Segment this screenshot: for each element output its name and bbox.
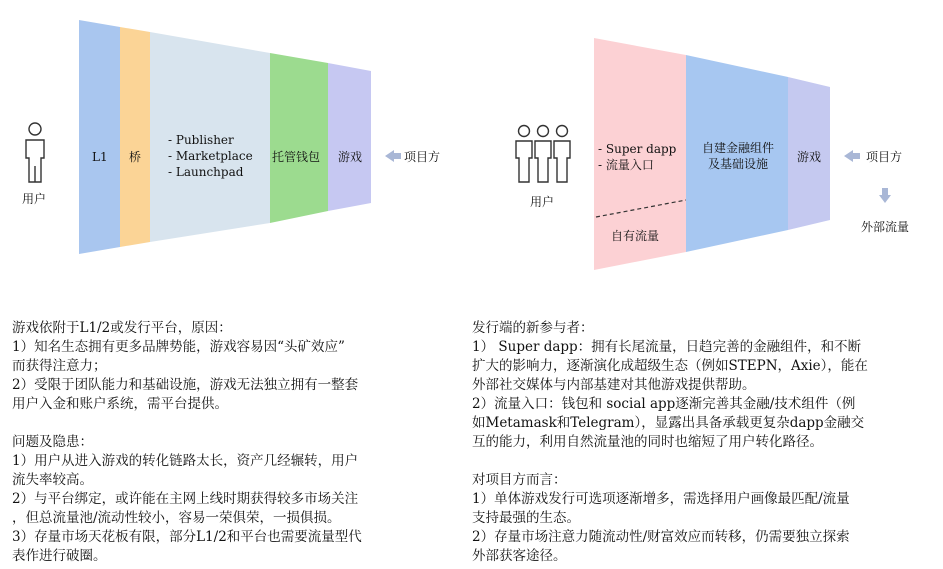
left-user-label: 用户 <box>22 192 47 206</box>
text-line: 2）流量入口：钱包和 social app逐渐完善其金融/技术组件（例 <box>472 396 856 412</box>
traffic-entry-label: - 流量入口 <box>598 158 654 172</box>
wallet-segment <box>270 53 328 223</box>
text-line: 表作进行破圈。 <box>12 548 107 564</box>
own-traffic-label: 自有流量 <box>611 229 660 243</box>
bridge-segment <box>120 27 150 247</box>
text-line: 1）知名生态拥有更多品牌势能，游戏容易因“头矿效应” <box>12 339 345 355</box>
external-traffic-label: 外部流量 <box>861 220 910 234</box>
l1-segment <box>79 20 120 254</box>
text-line: 外部社交媒体与内部基建对其他游戏提供帮助。 <box>472 377 756 393</box>
left-text-block <box>12 319 362 566</box>
wallet-label: 托管钱包 <box>272 150 321 164</box>
text-line: 支持最强的生态。 <box>472 510 580 526</box>
text-line: 2）存量市场注意力随流动性/财富效应而转移，仍需要独立探索 <box>472 529 850 545</box>
user-icon <box>26 123 44 182</box>
finance-line-2: 及基础设施 <box>707 157 768 171</box>
paragraph-gap <box>472 452 868 471</box>
bridge-label: 桥 <box>129 150 142 164</box>
text-line: 互的能力，利用自然流量池的同时也缩短了用户转化路径。 <box>472 434 823 450</box>
text-line: 3）存量市场天花板有限，部分L1/2和平台也需要流量型代 <box>12 529 362 545</box>
left-arrow-icon <box>385 150 401 162</box>
paragraph-gap <box>12 414 362 433</box>
right-text-block <box>472 319 868 566</box>
l1-label: L1 <box>92 150 108 164</box>
text-line: 如Metamask和Telegram），显露出具备承载更复杂dapp金融交 <box>472 415 865 431</box>
text-line: 1） Super dapp：拥有长尾流量，日趋完善的金融组件，和不断 <box>472 339 862 355</box>
right-user-label: 用户 <box>530 195 555 209</box>
text-line: 问题及隐患： <box>12 434 93 450</box>
text-line: 对项目方而言： <box>472 472 567 488</box>
text-line: 而获得注意力； <box>12 358 107 374</box>
down-arrow-icon <box>879 188 891 203</box>
text-line: 外部获客途径。 <box>472 548 567 564</box>
text-line: ，但总流量池/流动性较小，容易一荣俱荣，一损俱损。 <box>12 510 341 526</box>
text-line: 1）单体游戏发行可选项逐渐增多，需选择用户画像最匹配/流量 <box>472 491 850 507</box>
text-line: 用户入金和账户系统，需平台提供。 <box>12 396 228 412</box>
user-group-icon <box>516 126 570 183</box>
right-project-label: 项目方 <box>866 150 903 164</box>
platform-item-marketplace: - Marketplace <box>168 149 253 163</box>
text-line: 流失率较高。 <box>12 472 93 488</box>
text-line: 发行端的新参与者： <box>472 320 594 336</box>
platform-item-publisher: - Publisher <box>168 133 234 147</box>
right-game-label: 游戏 <box>797 150 822 164</box>
text-line: 2）受限于团队能力和基础设施，游戏无法独立拥有一整套 <box>12 377 359 393</box>
text-line: 1）用户从进入游戏的转化链路太长，资产几经辗转，用户 <box>12 453 359 469</box>
left-project-label: 项目方 <box>404 150 441 164</box>
finance-line-1: 自建金融组件 <box>701 141 774 155</box>
game-segment <box>328 63 371 211</box>
game-label: 游戏 <box>338 150 363 164</box>
text-line: 游戏依附于L1/2或发行平台，原因： <box>12 320 232 336</box>
text-line: 2）与平台绑定，或许能在主网上线时期获得较多市场关注 <box>12 491 359 507</box>
text-line: 扩大的影响力，逐渐演化成超级生态（例如STEPN，Axie），能在 <box>472 358 868 374</box>
right-arrow-icon <box>844 150 860 162</box>
platform-item-launchpad: - Launchpad <box>168 165 244 179</box>
super-dapp-label: - Super dapp <box>598 142 677 156</box>
